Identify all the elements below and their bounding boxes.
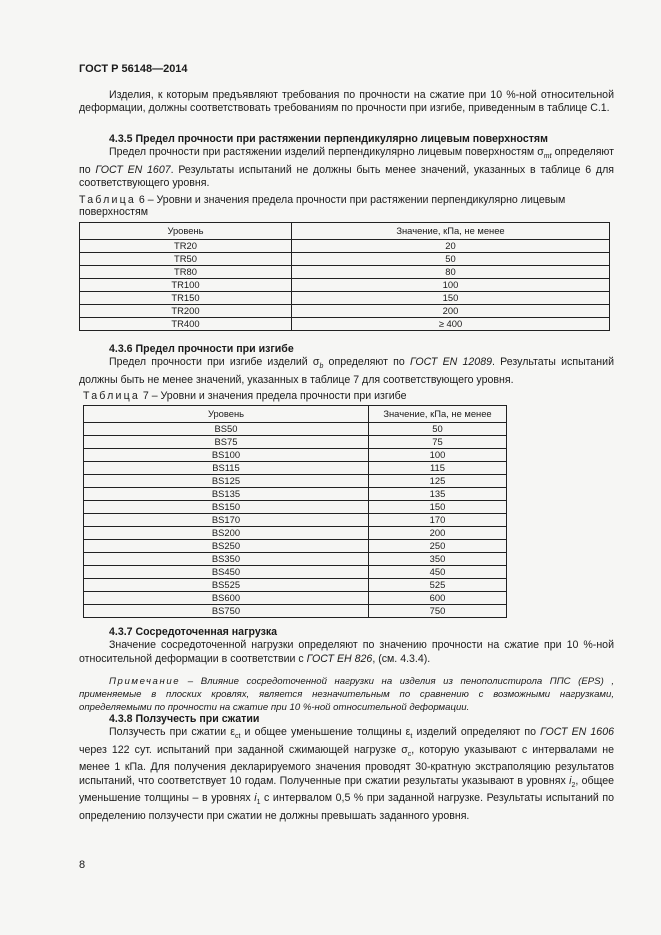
table-row	[84, 422, 507, 435]
level-cell: BS100	[84, 448, 369, 461]
value-cell: 115	[369, 461, 507, 474]
level-cell: TR200	[80, 304, 292, 317]
subscript: t	[410, 733, 413, 741]
level-cell: BS750	[84, 604, 369, 617]
level-cell: BS250	[84, 539, 369, 552]
level-cell: TR80	[80, 265, 292, 278]
section-paragraph	[79, 726, 614, 823]
text-run: через 122 сут. испытаний при заданной сжимающей нагрузке σ	[79, 743, 408, 756]
text-run: и общее уменьшение толщины ε	[240, 726, 411, 739]
table-row	[84, 435, 507, 448]
caption-text: 7 – Уровни и значения предела прочности при изгибе	[139, 390, 407, 403]
table-row	[84, 604, 507, 617]
standard-reference: ГОСТ EH 826	[306, 652, 373, 665]
text-run: Значение сосредоточенной нагрузки определяют по значению прочности на сжатие при 10 %-ной относительной деформации в соответствии с	[79, 639, 614, 665]
value-cell: 125	[369, 474, 507, 487]
table-header-row	[84, 405, 507, 422]
value-cell: 135	[369, 487, 507, 500]
value-cell: 20	[292, 239, 610, 252]
value-cell: 150	[292, 291, 610, 304]
value-cell: 100	[369, 448, 507, 461]
table-row	[84, 565, 507, 578]
note-text: – Влияние сосредоточенной нагрузки на изделия из пенополистирола ППС (EPS) , применяемые в плоских кровлях, является незначительным по сравнению с возможными нагрузками, определяемыми по прочности на сжатие при 10 %-ной относительной деформации.	[79, 676, 614, 714]
value-cell: 80	[292, 265, 610, 278]
table-6	[79, 222, 610, 331]
table-7-caption	[79, 390, 614, 403]
value-cell: 170	[369, 513, 507, 526]
table-row	[84, 539, 507, 552]
caption-label: Таблица	[79, 193, 136, 206]
standard-reference: ГОСТ EN 1606	[540, 726, 614, 739]
level-cell: BS135	[84, 487, 369, 500]
table-6-caption	[79, 194, 614, 219]
value-cell: ≥ 400	[292, 317, 610, 330]
value-cell: 600	[369, 591, 507, 604]
variable: i	[569, 774, 572, 787]
text-run: , (см. 4.3.4).	[372, 652, 431, 665]
level-cell: BS115	[84, 461, 369, 474]
section-title: 4.3.7 Сосредоточенная нагрузка	[109, 626, 278, 638]
subscript: ct	[235, 733, 241, 741]
text-run: Предел прочности при растяжении изделий перпендикулярно лицевым поверхностям σ	[109, 146, 544, 159]
note-paragraph	[79, 675, 614, 714]
section-4-3-6	[79, 343, 614, 618]
value-cell: 450	[369, 565, 507, 578]
column-header-level: Уровень	[84, 405, 369, 422]
table-row	[84, 591, 507, 604]
table-row	[84, 513, 507, 526]
value-cell: 250	[369, 539, 507, 552]
table-7	[83, 405, 507, 618]
document-header: ГОСТ Р 56148—2014	[79, 63, 188, 75]
subscript: 1	[256, 799, 261, 807]
text-run: , общее уменьшение толщины – в уровнях	[79, 774, 614, 805]
subscript: 2	[571, 781, 576, 789]
section-paragraph	[79, 146, 614, 190]
table-row	[84, 448, 507, 461]
variable: i	[254, 792, 257, 805]
subscript: mt	[543, 153, 552, 161]
level-cell: TR150	[80, 291, 292, 304]
section-title: 4.3.5 Предел прочности при растяжении перпендикулярно лицевым поверхностям	[109, 133, 548, 145]
level-cell: BS75	[84, 435, 369, 448]
value-cell: 750	[369, 604, 507, 617]
level-cell: BS450	[84, 565, 369, 578]
table-row	[84, 552, 507, 565]
caption-text: 6 – Уровни и значения предела прочности при растяжении перпендикулярно лицевым поверхностям	[79, 193, 566, 219]
level-cell: BS50	[84, 422, 369, 435]
value-cell: 100	[292, 278, 610, 291]
note-label: Примечание	[109, 676, 181, 688]
table-row	[84, 578, 507, 591]
table-row	[84, 500, 507, 513]
caption-label: Таблица	[83, 390, 140, 403]
text-run: , которую указывают с интервалами не менее 1 кПа. Для получения декларируемого значения проводят 30-кратную экстраполяцию результатов испытаний, что соответствует 10 годам. Полученные при сжатии результаты указывают в уровнях	[79, 743, 615, 787]
text-run: с интервалом 0,5 % при заданной нагрузке. Результаты испытаний по определению ползучести при сжатии не должны превышать заданного уровня.	[79, 792, 614, 822]
section-title: 4.3.6 Предел прочности при изгибе	[109, 343, 294, 355]
table-row	[80, 317, 610, 330]
page-number: 8	[79, 859, 86, 871]
section-4-3-5	[79, 133, 614, 331]
level-cell: TR50	[80, 252, 292, 265]
table-row	[80, 278, 610, 291]
standard-reference: ГОСТ EN 12089	[409, 356, 492, 369]
standard-reference: ГОСТ EN 1607	[95, 163, 171, 176]
level-cell: BS350	[84, 552, 369, 565]
level-cell: BS200	[84, 526, 369, 539]
table-row	[84, 487, 507, 500]
text-run: . Результаты испытаний не должны быть менее значений, указанных в таблице 6 для соответствующего уровня.	[79, 163, 614, 190]
text-run: определяют по	[79, 146, 615, 176]
table-row	[80, 265, 610, 278]
text-run: . Результаты испытаний должны быть не менее значений, указанных в таблице 7 для соответствующего уровня.	[79, 356, 614, 386]
level-cell: TR100	[80, 278, 292, 291]
level-cell: BS170	[84, 513, 369, 526]
table-row	[80, 252, 610, 265]
table-row	[80, 239, 610, 252]
value-cell: 75	[369, 435, 507, 448]
table-row	[84, 461, 507, 474]
level-cell: TR400	[80, 317, 292, 330]
table-row	[80, 304, 610, 317]
section-4-3-8	[79, 713, 614, 823]
value-cell: 200	[369, 526, 507, 539]
intro-paragraph: Изделия, к которым предъявляют требования по прочности на сжатие при 10 %-ной относительной деформации, должны соответствовать требованиям по прочности при изгибе, приведенным в таблице С.1.	[79, 89, 614, 115]
table-header-row	[80, 222, 610, 239]
section-paragraph	[79, 639, 614, 666]
section-paragraph	[79, 356, 614, 387]
subscript: c	[407, 751, 412, 759]
text-run: Ползучесть при сжатии ε	[109, 726, 235, 739]
level-cell: BS125	[84, 474, 369, 487]
text-run: изделий определяют по	[412, 726, 541, 739]
value-cell: 50	[369, 422, 507, 435]
table-row	[84, 474, 507, 487]
value-cell: 350	[369, 552, 507, 565]
level-cell: TR20	[80, 239, 292, 252]
value-cell: 200	[292, 304, 610, 317]
column-header-value: Значение, кПа, не менее	[292, 222, 610, 239]
level-cell: BS525	[84, 578, 369, 591]
value-cell: 50	[292, 252, 610, 265]
section-title: 4.3.8 Ползучесть при сжатии	[109, 713, 260, 725]
subscript: b	[319, 363, 324, 371]
column-header-level: Уровень	[80, 222, 292, 239]
section-4-3-7	[79, 626, 614, 714]
text-run: определяют по	[323, 356, 410, 369]
value-cell: 525	[369, 578, 507, 591]
level-cell: BS150	[84, 500, 369, 513]
text-run: Предел прочности при изгибе изделий σ	[109, 356, 320, 369]
table-row	[80, 291, 610, 304]
level-cell: BS600	[84, 591, 369, 604]
table-row	[84, 526, 507, 539]
column-header-value: Значение, кПа, не менее	[369, 405, 507, 422]
value-cell: 150	[369, 500, 507, 513]
